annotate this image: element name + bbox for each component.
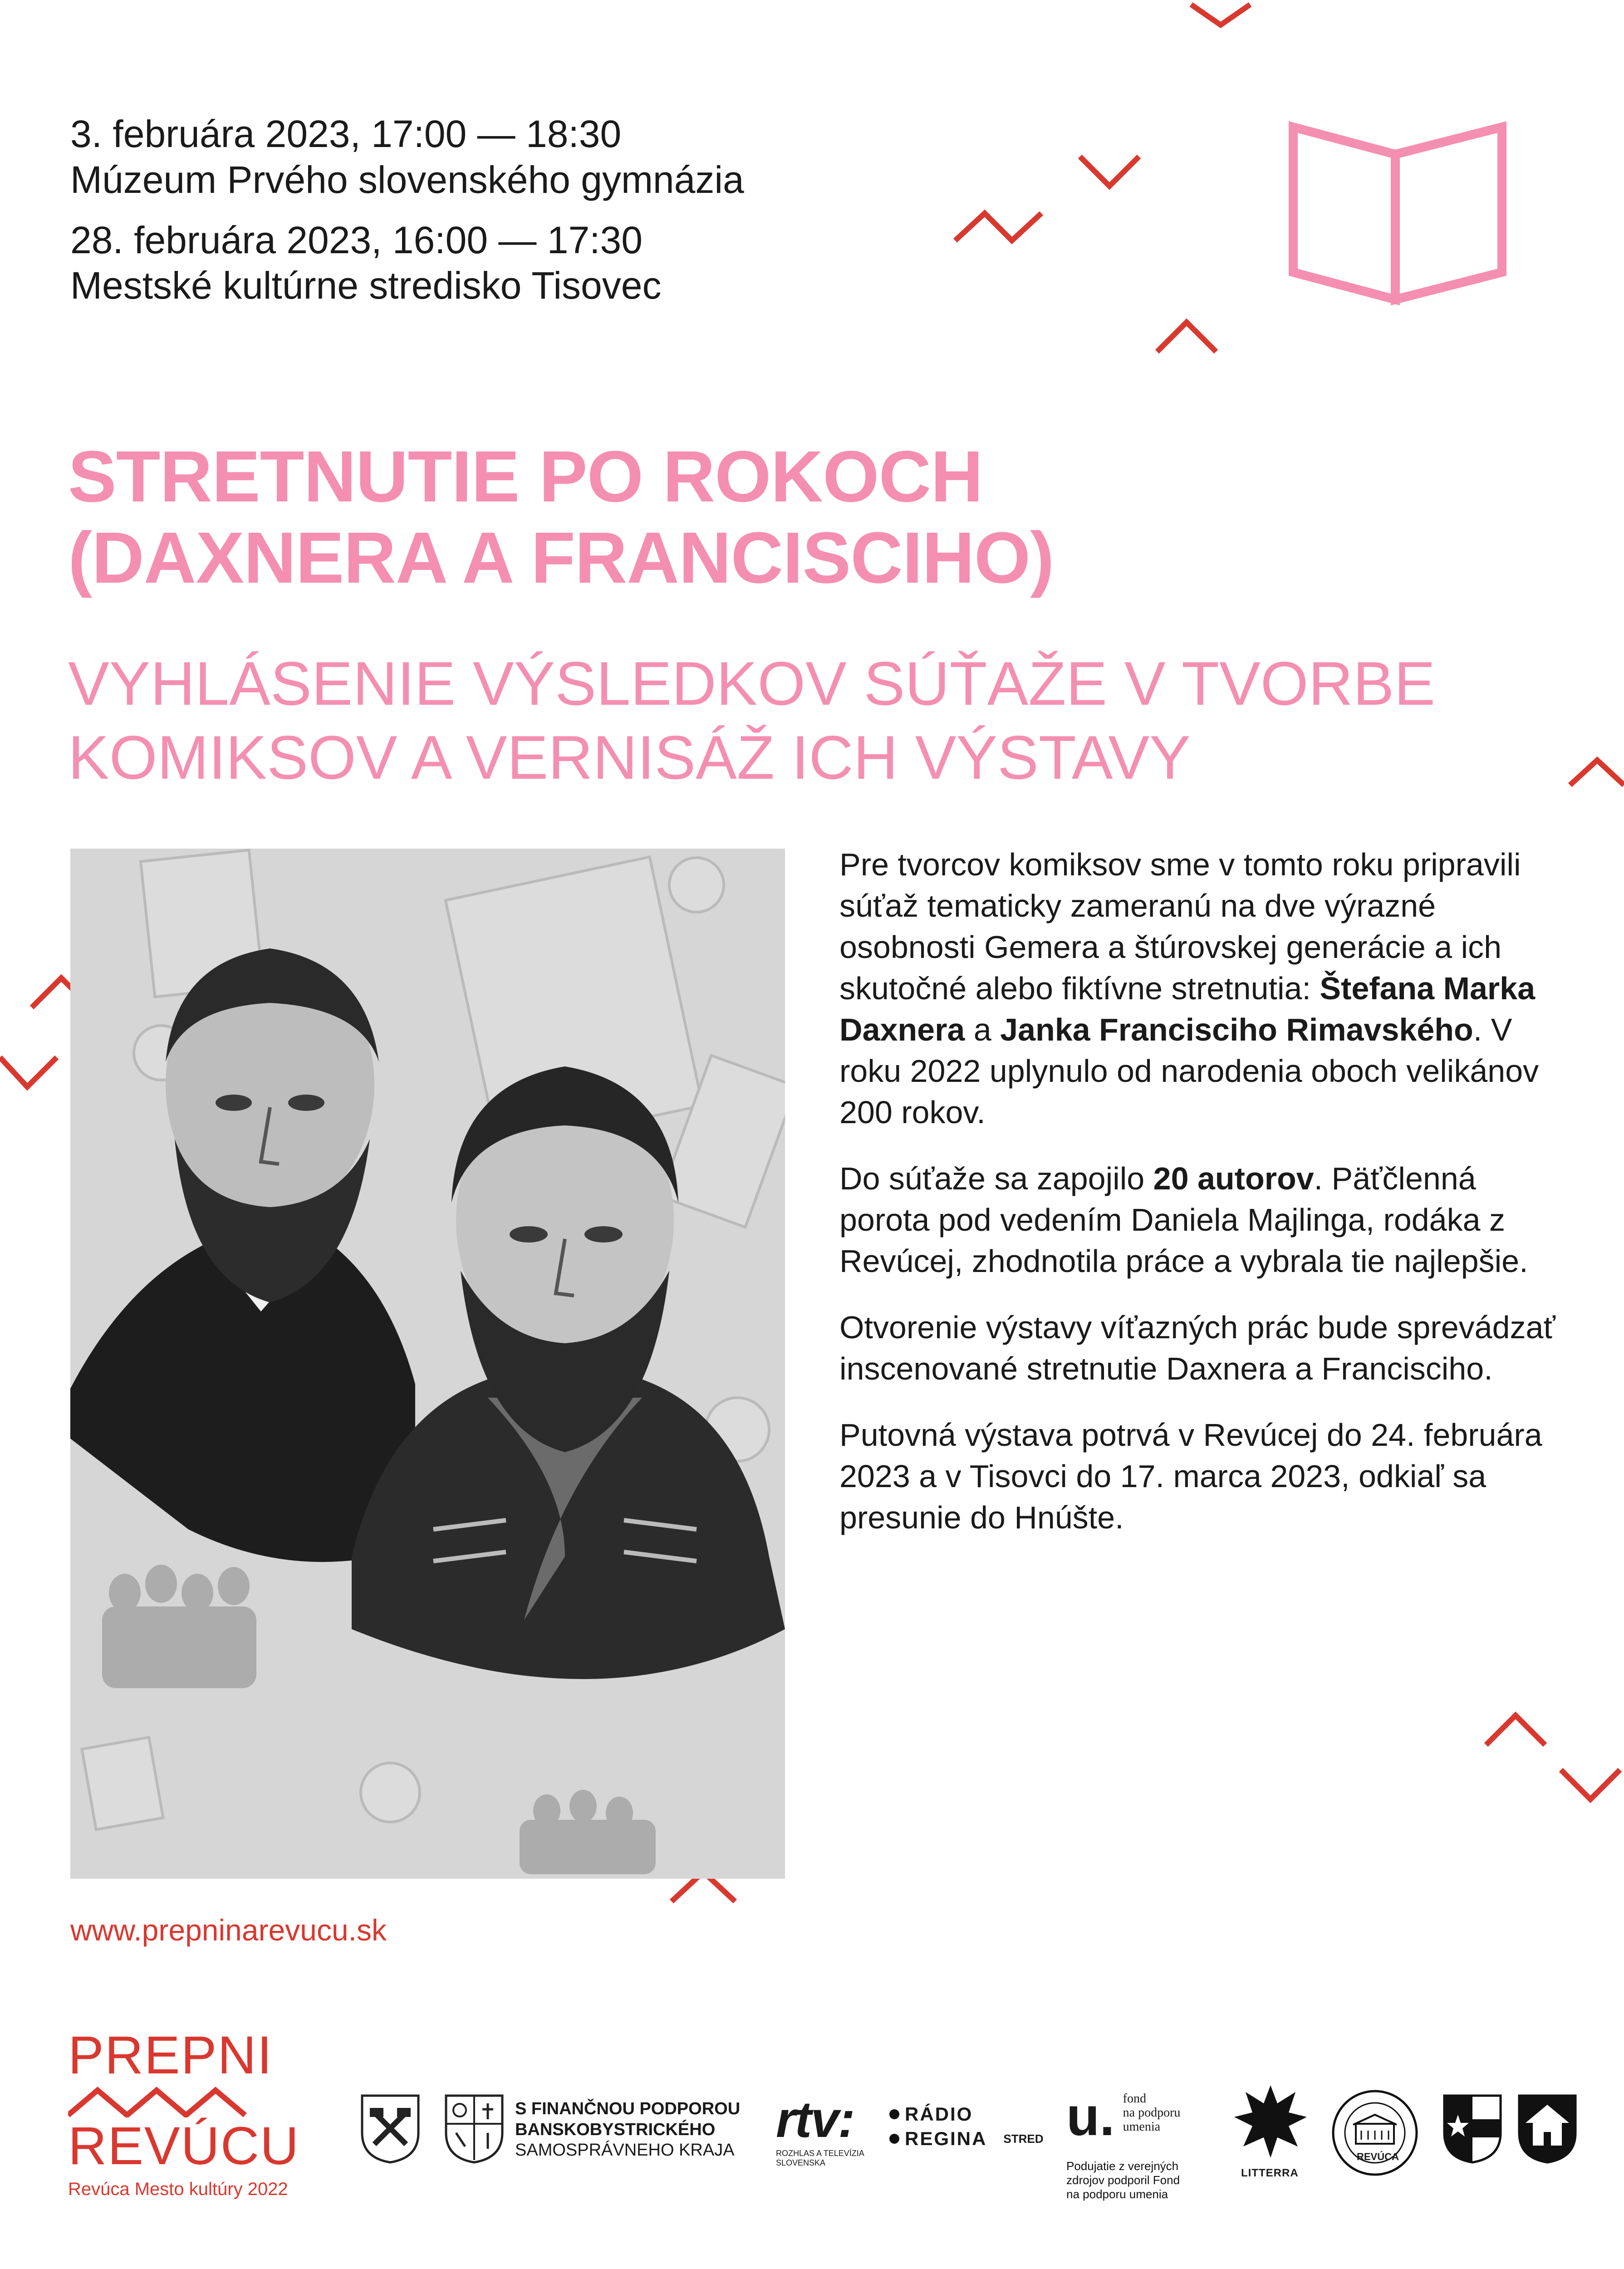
chevron-down-icon bbox=[0, 1057, 57, 1087]
bbsk-line-2: BANSKOBYSTRICKÉHO bbox=[515, 2120, 716, 2139]
open-book-icon bbox=[1289, 118, 1506, 309]
chevron-up-icon bbox=[1157, 322, 1216, 352]
page-subtitle bbox=[68, 647, 1435, 795]
paragraph-text: Do súťaže sa zapojilo bbox=[839, 1161, 1153, 1196]
description-text bbox=[839, 844, 1556, 1563]
person-name-francisci: Janka Francisciho Rimavského bbox=[1000, 1012, 1473, 1047]
radio-line-1: RÁDIO bbox=[905, 2103, 973, 2125]
radio-line-2: REGINA bbox=[905, 2128, 987, 2149]
village-coat-of-arms-icon bbox=[1516, 2092, 1579, 2165]
paragraph-text: a bbox=[965, 1012, 1001, 1047]
brand-line-2: REVÚCU bbox=[68, 2116, 300, 2176]
brand-line-1: PREPNI bbox=[68, 2025, 273, 2085]
paragraph-text: . V roku 2022 uplynulo od narodenia oboch velikánov 200 rokov. bbox=[839, 1012, 1539, 1130]
city-coat-of-arms-icon bbox=[1441, 2092, 1504, 2165]
fpu-note: Podujatie z verejných zdrojov podporil Fond na podporu umenia bbox=[1066, 2159, 1180, 2201]
fpu-line-3: umenia bbox=[1123, 2119, 1161, 2134]
litterra-label: LITTERRA bbox=[1241, 2167, 1299, 2179]
event-schedule bbox=[70, 111, 744, 309]
museum-seal-icon bbox=[1330, 2087, 1420, 2178]
paragraph-jury bbox=[839, 1158, 1556, 1282]
subtitle-line-2: KOMIKSOV A VERNISÁŽ ICH VÝSTAVY bbox=[68, 723, 1191, 792]
bbsk-line-1: S FINANČNOU PODPOROU bbox=[515, 2099, 741, 2118]
fpu-name bbox=[1123, 2092, 1181, 2134]
bbsk-support-text bbox=[515, 2099, 740, 2161]
person-name-daxner: Štefana Marka Daxnera bbox=[839, 971, 1536, 1047]
chevron-up-icon bbox=[1570, 760, 1624, 785]
bbsk-coat-of-arms-icon bbox=[442, 2092, 506, 2165]
chevron-down-icon bbox=[1561, 1770, 1620, 1799]
paragraph-opening: Otvorenie výstavy víťazných prác bude sprevádzať inscenované stretnutie Daxnera a Francisciho. bbox=[839, 1310, 1555, 1386]
radio-regina-logo bbox=[889, 2103, 1043, 2150]
portrait-engraving-image bbox=[70, 849, 785, 1879]
radio-line-3: STRED bbox=[1003, 2131, 1044, 2146]
sponsor-logos bbox=[354, 2074, 1606, 2219]
bbsk-line-3: SAMOSPRÁVNEHO KRAJA bbox=[515, 2141, 735, 2160]
fpu-line-1: fond bbox=[1123, 2092, 1146, 2106]
rtv-subtitle: ROZHLAS A TELEVÍZIA SLOVENSKA bbox=[776, 2149, 864, 2167]
title-line-2: (DAXNERA A FRANCISCIHO) bbox=[68, 517, 1054, 599]
portrait-illustration bbox=[70, 849, 785, 1879]
paragraph-travelling-exhibition: Putovná výstava potrvá v Revúcej do 24. februára 2023 a v Tisovci do 17. marca 2023, odkiaľ sa presunie do Hnúšte. bbox=[839, 1417, 1542, 1535]
fpu-line-2: na podporu bbox=[1123, 2105, 1181, 2120]
chevron-down-icon bbox=[1080, 157, 1139, 186]
title-line-1: STRETNUTIE PO ROKOCH bbox=[68, 436, 983, 517]
chevron-down-icon bbox=[1191, 5, 1250, 25]
event-1-datetime: 3. februára 2023, 17:00 — 18:30 bbox=[70, 113, 622, 155]
revuca-coat-of-arms-icon bbox=[358, 2092, 422, 2165]
rtv-wordmark: rtv: bbox=[776, 2091, 854, 2148]
event-2-datetime: 28. februára 2023, 16:00 — 17:30 bbox=[70, 218, 643, 261]
prepni-revucu-logo bbox=[68, 2025, 349, 2200]
brand-tagline: Revúca Mesto kultúry 2022 bbox=[68, 2179, 288, 2199]
paragraph-text: Pre tvorcov komiksov sme v tomto roku pripravili súťaž tematicky zameranú na dve výrazné osobnosti Gemera a štúrovskej generácie a ich skutočné alebo fiktívne stretnutia: bbox=[839, 847, 1521, 1006]
brand-zigzag-icon bbox=[68, 2086, 259, 2117]
litterra-star-icon bbox=[1232, 2083, 1309, 2160]
event-1-venue: Múzeum Prvého slovenského gymnázia bbox=[70, 158, 744, 201]
paragraph-text: . Päťčlenná porota pod vedením Daniela Majlinga, rodáka z Revúcej, zhodnotila práce a vybrala tie najlepšie. bbox=[839, 1161, 1528, 1279]
paragraph-competition bbox=[839, 844, 1556, 1133]
fpu-logo bbox=[1066, 2086, 1202, 2202]
rtvs-logo bbox=[776, 2091, 871, 2168]
museum-seal-label: REVÚCA bbox=[1357, 2151, 1399, 2162]
fpu-letter: u. bbox=[1066, 2086, 1115, 2147]
website-link[interactable]: www.prepninarevucu.sk bbox=[70, 1913, 387, 1947]
zigzag-icon bbox=[955, 213, 1041, 241]
page-title bbox=[68, 436, 1054, 598]
authors-count: 20 autorov bbox=[1153, 1161, 1314, 1196]
subtitle-line-1: VYHLÁSENIE VÝSLEDKOV SÚŤAŽE V TVORBE bbox=[68, 649, 1436, 718]
event-2-venue: Mestské kultúrne stredisko Tisovec bbox=[70, 264, 662, 307]
chevron-up-icon bbox=[1486, 1715, 1545, 1745]
